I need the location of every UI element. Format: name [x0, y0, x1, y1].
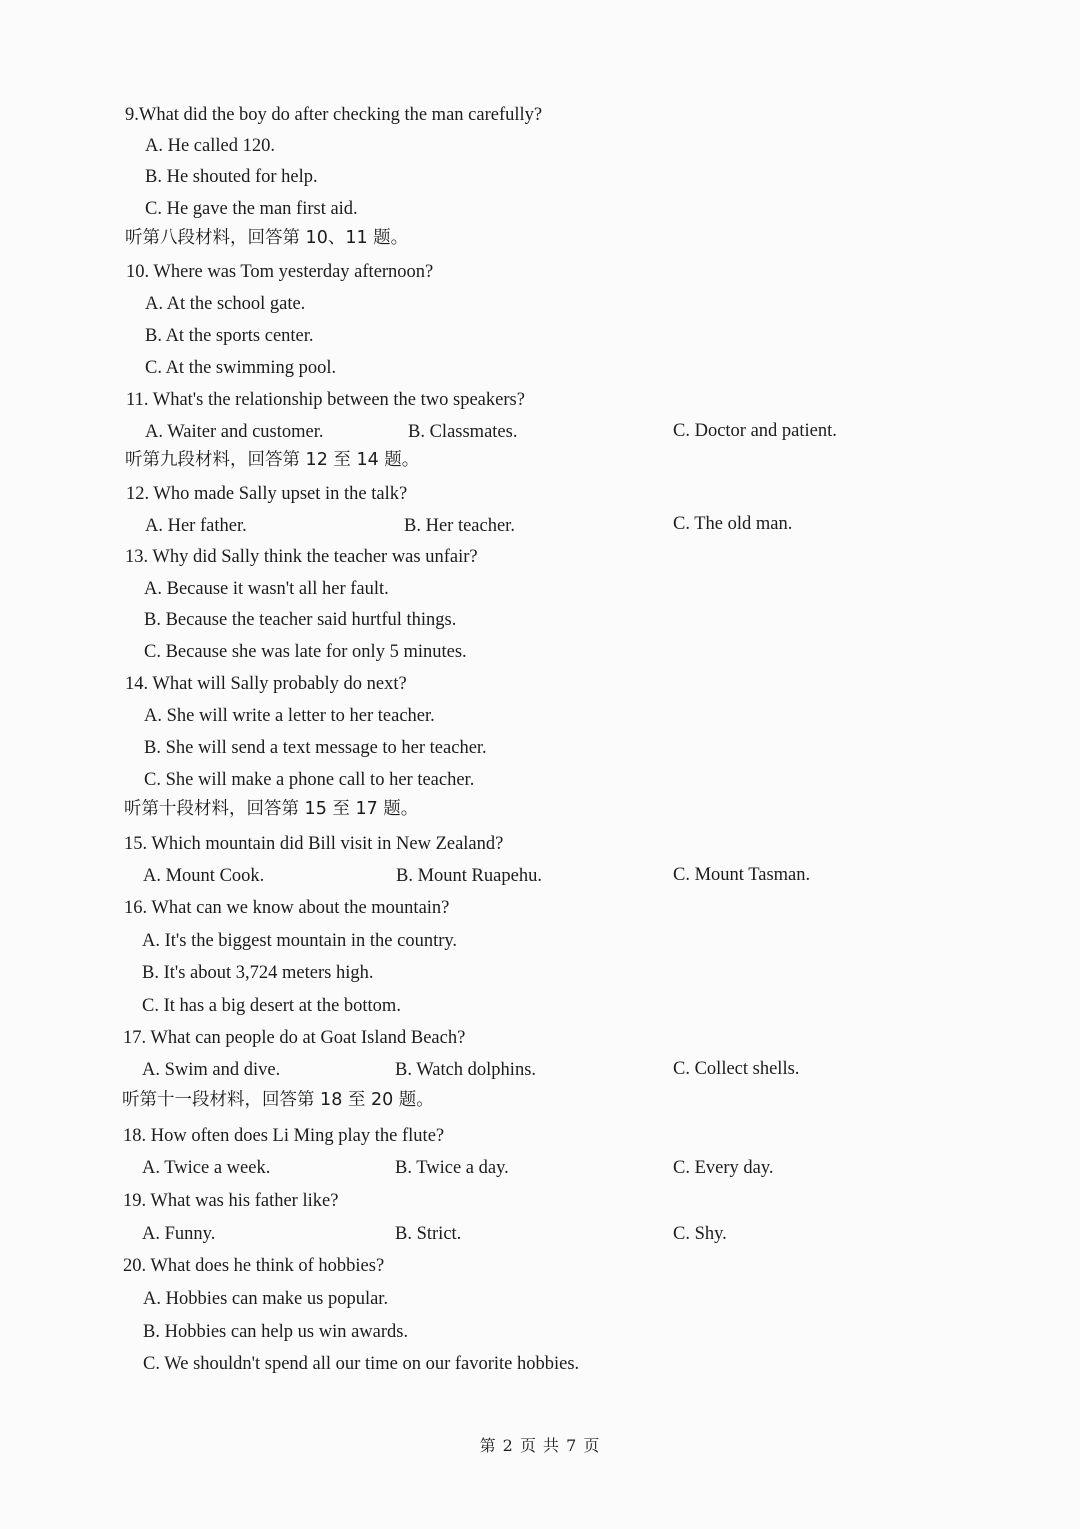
option-18b: B. Twice a day. — [395, 1158, 509, 1178]
option-20b: B. Hobbies can help us win awards. — [143, 1322, 409, 1342]
section-heading-11: 听第十一段材料，回答第 18 至 20 题。 — [122, 1090, 434, 1110]
question-16: 16. What can we know about the mountain? — [124, 898, 450, 918]
question-20: 20. What does he think of hobbies? — [123, 1256, 385, 1276]
question-10: 10. Where was Tom yesterday afternoon? — [126, 262, 434, 282]
option-19b: B. Strict. — [395, 1224, 462, 1244]
option-12a: A. Her father. — [145, 516, 247, 536]
page-number: 第 2 页 共 7 页 — [479, 1436, 601, 1455]
option-10b: B. At the sports center. — [145, 326, 314, 346]
option-9b: B. He shouted for help. — [145, 167, 318, 187]
section-heading-10: 听第十段材料，回答第 15 至 17 题。 — [124, 799, 419, 819]
option-16a: A. It's the biggest mountain in the country. — [142, 931, 458, 951]
option-15b: B. Mount Ruapehu. — [396, 866, 542, 886]
option-13b: B. Because the teacher said hurtful things. — [144, 610, 457, 630]
option-17b: B. Watch dolphins. — [395, 1060, 537, 1080]
option-20a: A. Hobbies can make us popular. — [143, 1289, 389, 1309]
question-17: 17. What can people do at Goat Island Beach? — [123, 1028, 466, 1048]
option-15c: C. Mount Tasman. — [673, 865, 811, 885]
option-19a: A. Funny. — [142, 1224, 216, 1244]
option-9c: C. He gave the man first aid. — [145, 199, 358, 219]
section-heading-8: 听第八段材料，回答第 10、11 题。 — [125, 228, 409, 248]
option-15a: A. Mount Cook. — [143, 866, 265, 886]
section-heading-9: 听第九段材料，回答第 12 至 14 题。 — [125, 450, 420, 470]
option-16c: C. It has a big desert at the bottom. — [142, 996, 401, 1016]
question-9: 9.What did the boy do after checking the man carefully? — [125, 105, 543, 125]
option-16b: B. It's about 3,724 meters high. — [142, 963, 374, 983]
option-14c: C. She will make a phone call to her teacher. — [144, 770, 475, 790]
question-15: 15. Which mountain did Bill visit in New Zealand? — [124, 834, 504, 854]
option-18a: A. Twice a week. — [142, 1158, 271, 1178]
option-11a: A. Waiter and customer. — [145, 422, 324, 442]
option-13a: A. Because it wasn't all her fault. — [144, 579, 389, 599]
question-11: 11. What's the relationship between the two speakers? — [126, 390, 525, 410]
option-19c: C. Shy. — [673, 1224, 727, 1244]
question-12: 12. Who made Sally upset in the talk? — [126, 484, 408, 504]
question-14: 14. What will Sally probably do next? — [125, 674, 407, 694]
option-20c: C. We shouldn't spend all our time on our favorite hobbies. — [143, 1354, 580, 1374]
option-11b: B. Classmates. — [408, 422, 518, 442]
option-14a: A. She will write a letter to her teacher. — [144, 706, 435, 726]
option-12c: C. The old man. — [673, 514, 793, 534]
question-19: 19. What was his father like? — [123, 1191, 339, 1211]
option-10a: A. At the school gate. — [145, 294, 306, 314]
option-12b: B. Her teacher. — [404, 516, 515, 536]
question-13: 13. Why did Sally think the teacher was unfair? — [125, 547, 478, 567]
option-18c: C. Every day. — [673, 1158, 774, 1178]
option-11c: C. Doctor and patient. — [673, 421, 837, 441]
option-17c: C. Collect shells. — [673, 1059, 800, 1079]
option-17a: A. Swim and dive. — [142, 1060, 281, 1080]
option-14b: B. She will send a text message to her teacher. — [144, 738, 487, 758]
option-10c: C. At the swimming pool. — [145, 358, 337, 378]
option-9a: A. He called 120. — [145, 136, 275, 156]
option-13c: C. Because she was late for only 5 minutes. — [144, 642, 467, 662]
question-18: 18. How often does Li Ming play the flute? — [123, 1126, 445, 1146]
